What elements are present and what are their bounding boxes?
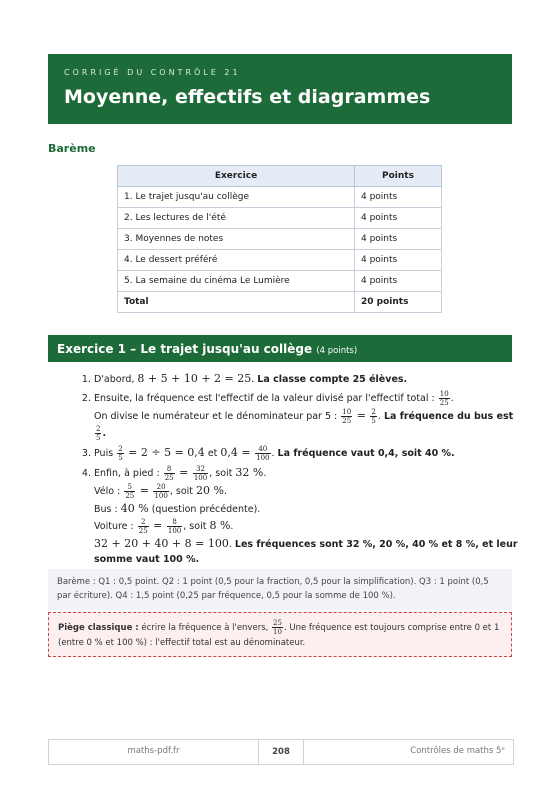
footer-site: maths-pdf.fr	[127, 746, 180, 756]
page-footer	[48, 739, 514, 765]
table-cell: 5. La semaine du cinéma Le Lumière	[118, 271, 355, 292]
text: Ensuite, la fréquence est l'effectif de la valeur divisé par l'effectif total :	[94, 392, 438, 404]
text: .	[251, 374, 258, 385]
math-expression: 20 %	[196, 483, 224, 497]
text: .	[228, 539, 232, 551]
answer: La classe compte 25 élèves.	[257, 374, 408, 385]
step-4	[94, 464, 524, 568]
title-banner	[48, 54, 512, 124]
text: Vélo :	[94, 485, 124, 497]
fraction: $\frac{25}{10}$	[273, 619, 282, 636]
table-total-row	[118, 292, 442, 313]
text: .	[263, 467, 267, 479]
math-expression: 8 %	[209, 519, 231, 533]
fraction: $\frac{8}{100}$	[167, 518, 182, 536]
column-header: Points	[355, 166, 442, 187]
fraction: $\frac{10}{25}$	[439, 389, 449, 407]
fraction: $\frac{2}{25}$	[138, 518, 148, 536]
math-expression: =	[353, 408, 370, 422]
math-expression: 0,4 =	[220, 445, 255, 459]
table-cell: 4 points	[355, 250, 442, 271]
table-cell: 20 points	[355, 292, 442, 313]
text: .	[102, 427, 107, 439]
table-row	[118, 250, 442, 271]
trap-label: Piège classique :	[58, 623, 139, 633]
text: Enfin, à pied :	[94, 467, 163, 479]
table-row	[118, 208, 442, 229]
table-cell: 4 points	[355, 187, 442, 208]
table-cell: Total	[118, 292, 355, 313]
text: , soit	[209, 467, 236, 479]
step-3	[94, 444, 524, 462]
fraction: $\frac{32}{100}$	[193, 464, 208, 482]
table-cell: 3. Moyennes de notes	[118, 229, 355, 250]
text: D'abord,	[94, 374, 138, 385]
fraction: $\frac{20}{100}$	[154, 482, 168, 500]
text: . Une fréquence est toujours comprise entre 0 et 1 (entre 0 % et 100 %) : l'effectif total est au dénominateur.	[58, 623, 500, 648]
math-expression: 32 %	[235, 465, 264, 479]
kicker: CORRIGÉ DU CONTRÔLE 21	[64, 68, 241, 77]
text: et	[204, 447, 221, 459]
text: .	[377, 410, 384, 422]
table-row	[118, 271, 442, 292]
exercise-header	[48, 335, 512, 362]
text: Bus :	[94, 503, 121, 515]
math-expression: =	[175, 465, 192, 479]
math-expression: 40 %	[120, 501, 149, 515]
fraction: $\frac{2}{5}$	[118, 444, 123, 462]
exercise-points: (4 points)	[316, 346, 358, 356]
bareme-table	[117, 165, 442, 313]
text: .	[230, 521, 234, 533]
answer: La fréquence du bus est	[383, 410, 514, 422]
table-cell: 4 points	[355, 229, 442, 250]
text: .	[223, 485, 227, 497]
text: écrire la fréquence à l'envers,	[138, 623, 272, 633]
text: Puis	[94, 447, 117, 459]
math-expression: =	[136, 483, 153, 497]
fraction: $\frac{8}{25}$	[164, 464, 174, 482]
table-cell: 4 points	[355, 271, 442, 292]
column-header: Exercice	[118, 166, 355, 187]
table-row	[118, 187, 442, 208]
footer-collection: Contrôles de maths 5ᵉ	[410, 746, 505, 756]
page-number: 208	[258, 740, 304, 764]
fraction: $\frac{40}{100}$	[256, 444, 270, 462]
text: , soit	[169, 485, 197, 497]
math-expression: =	[149, 519, 166, 533]
text: On divise le numérateur et le dénominateur par 5 :	[94, 410, 341, 422]
table-cell: 4 points	[355, 208, 442, 229]
fraction: $\frac{5}{25}$	[125, 482, 135, 500]
step-2	[94, 390, 524, 442]
text: .	[450, 392, 454, 404]
math-expression: 32 + 20 + 40 + 8 = 100	[94, 537, 229, 551]
fraction: $\frac{2}{5}$	[96, 424, 101, 442]
text: , soit	[183, 521, 210, 533]
table-cell: 4. Le dessert préféré	[118, 250, 355, 271]
grading-note: Barème : Q1 : 0,5 point. Q2 : 1 point (0,5 pour la fraction, 0,5 pour la simplification). Q3 : 1 point (0,5 par écriture). Q4 : 1,5 point (0,25 par fréquence, 0,5 pour la somme de 100 %).	[48, 569, 512, 610]
text: (question précédente).	[148, 503, 261, 515]
text: .	[271, 447, 278, 459]
math-expression: = 2 ÷ 5 = 0,4	[124, 445, 205, 459]
table-header-row	[118, 166, 442, 187]
text: Voiture :	[94, 521, 137, 533]
answer: Les fréquences sont 32 %, 20 %, 40 % et 8 %, et leur somme vaut 100 %.	[94, 539, 518, 566]
page-title: Moyenne, effectifs et diagrammes	[64, 86, 431, 108]
bareme-label: Barème	[48, 142, 96, 155]
math-expression: 8 + 5 + 10 + 2 = 25	[137, 372, 252, 385]
table-row	[118, 229, 442, 250]
trap-note	[48, 612, 512, 657]
solution-steps	[78, 370, 524, 570]
fraction: $\frac{10}{25}$	[342, 407, 352, 425]
fraction: $\frac{2}{5}$	[371, 407, 376, 425]
exercise-title: Exercice 1 – Le trajet jusqu'au collège	[57, 342, 313, 356]
table-cell: 1. Le trajet jusqu'au collège	[118, 187, 355, 208]
step-1	[94, 370, 524, 388]
answer: La fréquence vaut 0,4, soit 40 %.	[277, 447, 455, 459]
table-cell: 2. Les lectures de l'été	[118, 208, 355, 229]
